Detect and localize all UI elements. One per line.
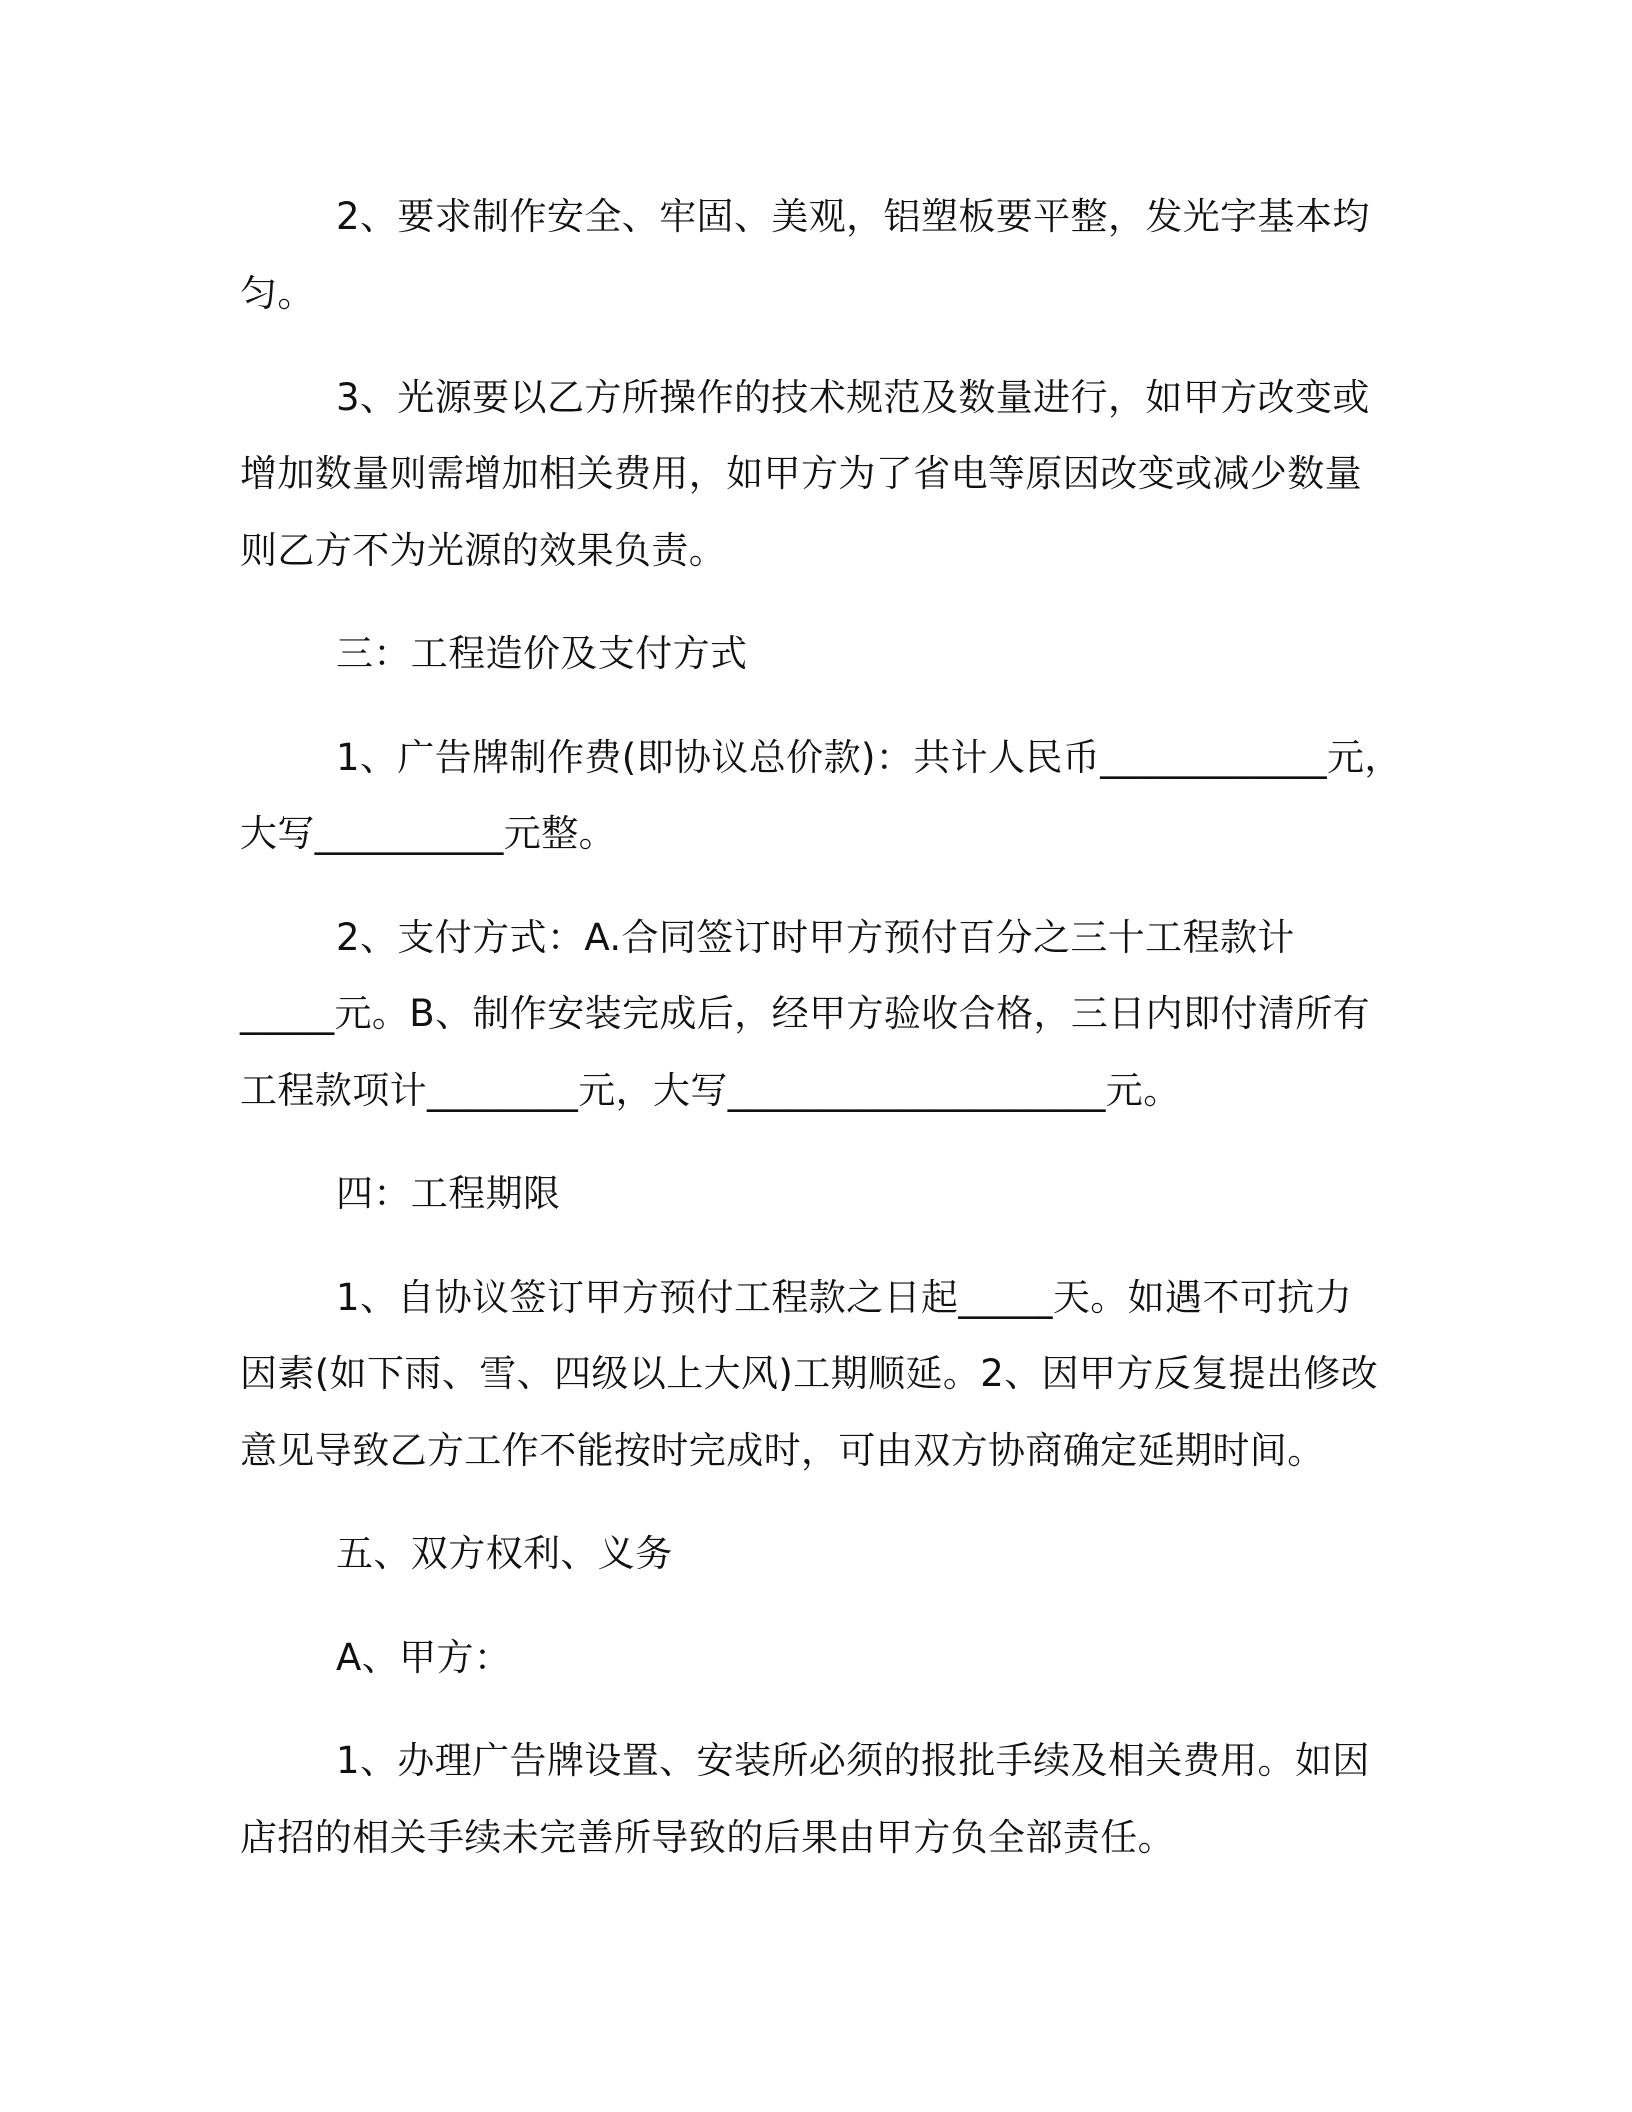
term-line-1: 1、自协议签订甲方预付工程款之日起_____天。如遇不可抗力: [336, 1276, 1353, 1319]
section-4-heading: 四：工程期限: [336, 1172, 561, 1215]
section-5-heading: 五、双方权利、义务: [336, 1532, 673, 1575]
fee-line-2: 大写__________元整。: [240, 812, 616, 855]
term-line-3: 意见导致乙方工作不能按时完成时，可由双方协商确定延期时间。: [240, 1429, 1325, 1472]
party-a-duty-line-2: 店招的相关手续未完善所导致的后果由甲方负全部责任。: [240, 1816, 1175, 1859]
clause-2-line-1: 2、要求制作安全、牢固、美观，铝塑板要平整，发光字基本均: [336, 195, 1370, 238]
term-line-2: 因素(如下雨、雪、四级以上大风)工期顺延。2、因甲方反复提出修改: [240, 1352, 1379, 1395]
clause-3-line-2: 增加数量则需增加相关费用，如甲方为了省电等原因改变或减少数量: [240, 452, 1362, 495]
clause-3-line-3: 则乙方不为光源的效果负责。: [240, 529, 727, 572]
party-a-duty-line-1: 1、办理广告牌设置、安装所必须的报批手续及相关费用。如因: [336, 1739, 1370, 1782]
party-a-heading: A、甲方：: [336, 1636, 512, 1679]
payment-line-3: 工程款项计________元，大写____________________元。: [240, 1069, 1181, 1112]
section-3-heading: 三：工程造价及支付方式: [336, 632, 748, 675]
fee-line-1: 1、广告牌制作费(即协议总价款)：共计人民币____________元，: [336, 736, 1402, 779]
clause-2-line-2: 匀。: [240, 272, 315, 315]
clause-3-line-1: 3、光源要以乙方所操作的技术规范及数量进行，如甲方改变或: [336, 376, 1370, 419]
payment-line-2: _____元。B、制作安装完成后，经甲方验收合格，三日内即付清所有: [240, 992, 1371, 1035]
payment-line-1: 2、支付方式：A.合同签订时甲方预付百分之三十工程款计: [336, 916, 1295, 959]
